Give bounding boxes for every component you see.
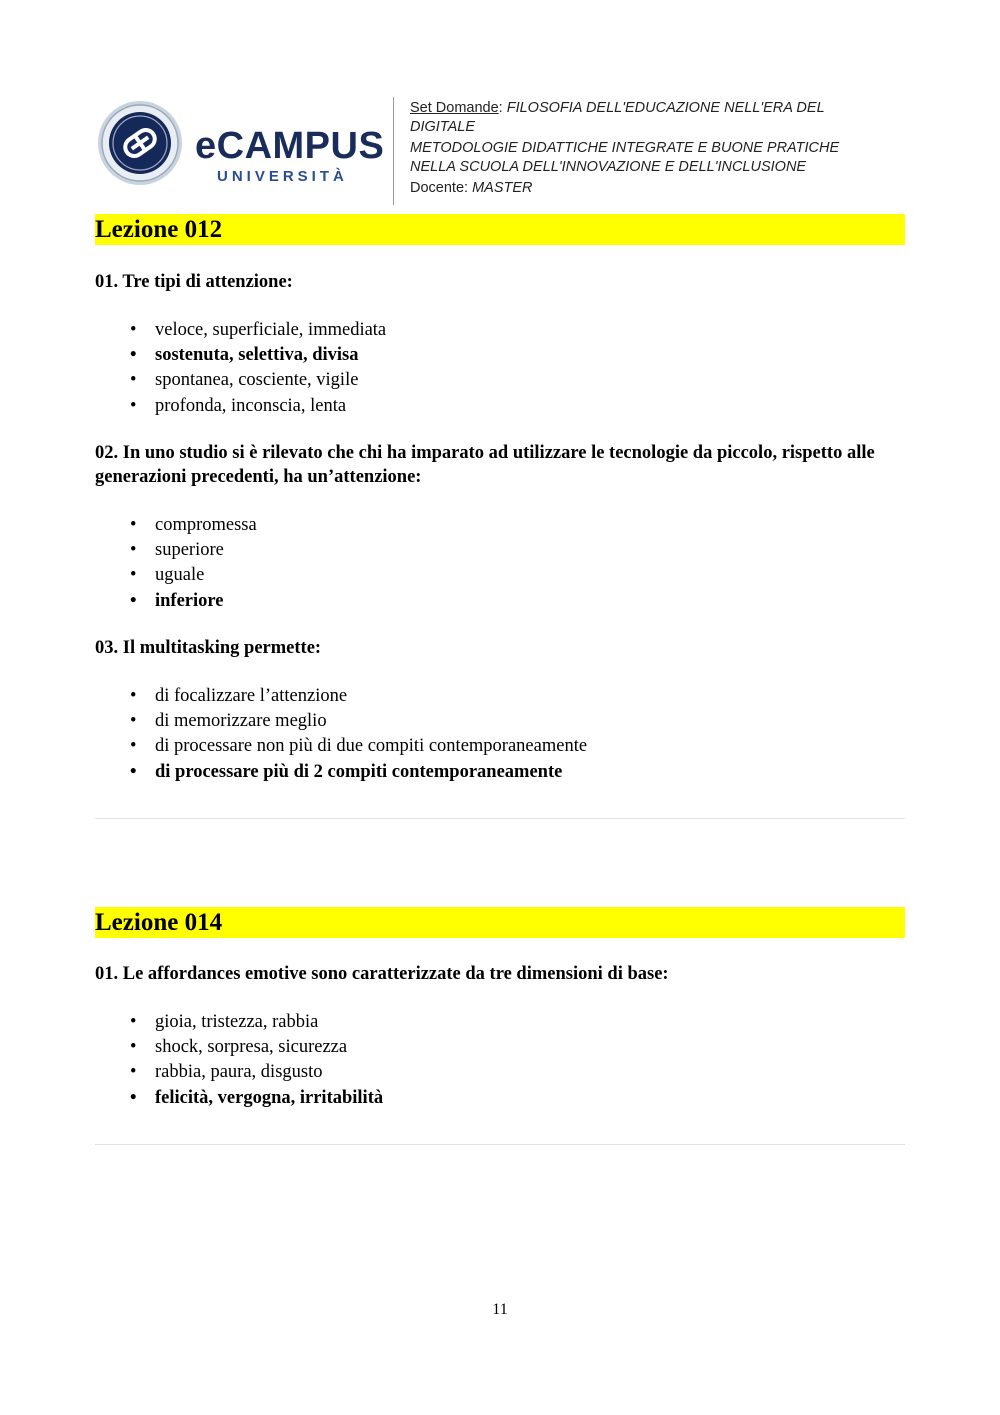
header-divider (393, 97, 394, 205)
answer-option: • veloce, superficiale, immediata (95, 318, 386, 343)
ecampus-emblem-icon (97, 100, 183, 186)
docente-line (410, 179, 905, 198)
set-value-1: FILOSOFIA DELL'EDUCAZIONE NELL'ERA DEL (506, 100, 825, 116)
set-sep: : (498, 100, 507, 116)
answer-option: • uguale (95, 563, 257, 588)
answer-option-correct: • felicità, vergogna, irritabilità (95, 1086, 383, 1111)
docente-value: MASTER (472, 180, 533, 196)
answer-option: • profonda, inconscia, lenta (95, 394, 386, 419)
answer-list (95, 1010, 383, 1111)
answer-list (95, 684, 587, 785)
question: 01. Tre tipi di attenzione: (95, 272, 293, 292)
answer-option: • superiore (95, 538, 257, 563)
answer-option-correct: • inferiore (95, 589, 257, 614)
docente-label: Docente: (410, 180, 473, 196)
lesson-title: Lezione 012 (95, 216, 223, 243)
answer-option: • di memorizzare meglio (95, 709, 587, 734)
answer-option: • di focalizzare l’attenzione (95, 684, 587, 709)
answer-list (95, 513, 257, 614)
answer-option: • spontanea, cosciente, vigile (95, 368, 386, 393)
brand-name: eCAMPUS (195, 125, 385, 167)
answer-option-correct: • sostenuta, selettiva, divisa (95, 343, 386, 368)
answer-option: • di processare non più di due compiti contemporaneamente (95, 734, 587, 759)
course-line-2: NELLA SCUOLA DELL'INNOVAZIONE E DELL'INCLUSIONE (410, 159, 807, 175)
answer-list (95, 318, 386, 419)
set-value-2: DIGITALE (410, 119, 475, 135)
answer-option: • rabbia, paura, disgusto (95, 1060, 383, 1085)
lesson-heading (95, 907, 905, 938)
brand-subtitle: UNIVERSITÀ (217, 168, 348, 185)
course-line-1: METODOLOGIE DIDATTICHE INTEGRATE E BUONE PRATICHE (410, 140, 840, 156)
answer-option: • gioia, tristezza, rabbia (95, 1010, 383, 1035)
document-header (95, 95, 905, 207)
section-divider (95, 818, 905, 819)
page-number: 11 (492, 1301, 508, 1318)
set-line (410, 99, 905, 118)
question: 01. Le affordances emotive sono caratterizzate da tre dimensioni di base: (95, 964, 669, 984)
section-divider (95, 1144, 905, 1145)
ecampus-logo (95, 100, 385, 190)
answer-option: • compromessa (95, 513, 257, 538)
set-label: Set Domande (410, 100, 499, 116)
header-info (410, 99, 905, 198)
question: 03. Il multitasking permette: (95, 638, 322, 658)
answer-option: • shock, sorpresa, sicurezza (95, 1035, 383, 1060)
question: 02. In uno studio si è rilevato che chi ha imparato ad utilizzare le tecnologie da piccolo, rispetto alle generazioni precedenti, ha un’attenzione: (95, 443, 875, 487)
lesson-title: Lezione 014 (95, 909, 223, 936)
answer-option-correct: • di processare più di 2 compiti contemporaneamente (95, 760, 587, 785)
lesson-heading (95, 214, 905, 245)
